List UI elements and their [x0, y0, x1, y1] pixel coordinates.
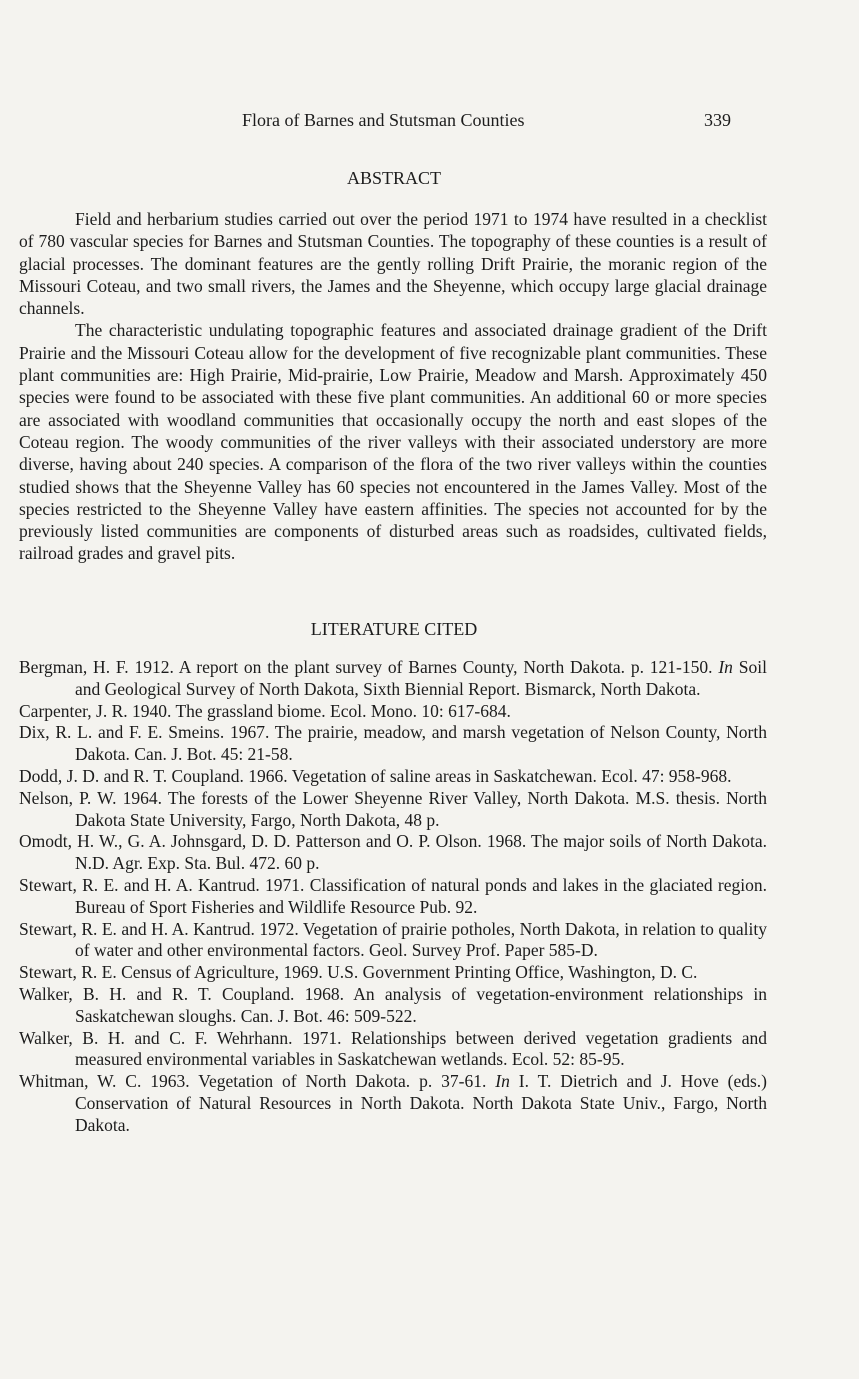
literature-cited-heading: LITERATURE CITED [310, 619, 478, 639]
reference-item [19, 1071, 767, 1136]
reference-text: Stewart, R. E. and H. A. Kantrud. 1971. Classification of natural ponds and lakes in the glaciated region. Bureau of Sport Fisheries and Wildlife Resource Pub. 92. [19, 874, 767, 917]
reference-item [19, 766, 767, 788]
reference-italic: In [718, 657, 733, 677]
reference-text: Dix, R. L. and F. E. Smeins. 1967. The prairie, meadow, and marsh vegetation of Nelson County, North Dakota. Can. J. Bot. 45: 21-58. [19, 722, 767, 765]
reference-italic: In [495, 1071, 510, 1092]
reference-text: Walker, B. H. and R. T. Coupland. 1968. An analysis of vegetation-environment relationships in Saskatchewan sloughs. Can. J. Bot. 46: 509-522. [19, 983, 767, 1026]
reference-item [19, 657, 767, 701]
abstract-body [19, 208, 767, 565]
reference-item [19, 962, 767, 984]
running-title: Flora of Barnes and Stutsman Counties [242, 110, 525, 130]
reference-text: Stewart, R. E. and H. A. Kantrud. 1972. Vegetation of prairie potholes, North Dakota, in relation to quality of water and other environmental factors. Geol. Survey Prof. Paper 585-D. [19, 918, 767, 961]
reference-item [19, 831, 767, 875]
reference-text-cont: Soil and Geological Survey of North Dakota, Sixth Biennial Report. Bismarck, North Dakota. [75, 657, 767, 699]
reference-item [19, 701, 767, 723]
page-number: 339 [704, 110, 731, 130]
reference-text: Dodd, J. D. and R. T. Coupland. 1966. Vegetation of saline areas in Saskatchewan. Ecol. 47: 958-968. [19, 765, 732, 786]
reference-text: Whitman, W. C. 1963. Vegetation of North Dakota. p. 37-61. [19, 1071, 496, 1092]
reference-text: Carpenter, J. R. 1940. The grassland biome. Ecol. Mono. 10: 617-684. [19, 700, 511, 721]
reference-text: Bergman, H. F. 1912. A report on the plant survey of Barnes County, North Dakota. p. 121-150. [19, 657, 719, 677]
reference-text: Omodt, H. W., G. A. Johnsgard, D. D. Patterson and O. P. Olson. 1968. The major soils of North Dakota. N.D. Agr. Exp. Sta. Bul. 472. 60 p. [19, 831, 767, 874]
abstract-paragraph: The characteristic undulating topographic features and associated drainage gradient of the Drift Prairie and the Missouri Coteau allow for the development of five recognizable plant communities. These plant communities are: High Prairie, Mid-prairie, Low Prairie, Meadow and Marsh. Approximately 450 species were found to be associated with these five plant communities. An additional 60 or more species are associated with woodland communities that occasionally occupy the north and east slopes of the Coteau region. The woody communities of the river valleys with their associated understory are more diverse, having about 240 species. A comparison of the flora of the two river valleys within the counties studied shows that the Sheyenne Valley has 60 species not encountered in the James Valley. Most of the species restricted to the Sheyenne Valley have eastern affinities. The species not accounted for by the previously listed communities are components of disturbed areas such as roadsides, cultivated fields, railroad grades and gravel pits. [19, 320, 767, 564]
reference-text: Nelson, P. W. 1964. The forests of the Lower Sheyenne River Valley, North Dakota. M.S. thesis. North Dakota State University, Fargo, North Dakota, 48 p. [19, 787, 767, 830]
abstract-paragraph: Field and herbarium studies carried out over the period 1971 to 1974 have resulted in a checklist of 780 vascular species for Barnes and Stutsman Counties. The topography of these counties is a result of glacial processes. The dominant features are the gently rolling Drift Prairie, the moranic region of the Missouri Coteau, and two small rivers, the James and the Sheyenne, which occupy large glacial drainage channels. [19, 209, 767, 319]
reference-item [19, 788, 767, 832]
reference-item [19, 1028, 767, 1072]
reference-item [19, 875, 767, 919]
reference-text: Stewart, R. E. Census of Agriculture, 1969. U.S. Government Printing Office, Washington, D. C. [19, 962, 698, 983]
reference-item [19, 919, 767, 963]
abstract-heading: ABSTRACT [346, 168, 442, 188]
reference-text-cont: I. T. Dietrich and J. Hove (eds.) Conservation of Natural Resources in North Dakota. North Dakota State Univ., Fargo, North Dakota. [75, 1071, 767, 1135]
reference-item [19, 722, 767, 766]
reference-list [19, 657, 767, 1137]
reference-item [19, 984, 767, 1028]
reference-text: Walker, B. H. and C. F. Wehrhann. 1971. Relationships between derived vegetation gradients and measured environmental variables in Saskatchewan wetlands. Ecol. 52: 85-95. [19, 1027, 767, 1070]
running-head [0, 110, 859, 134]
